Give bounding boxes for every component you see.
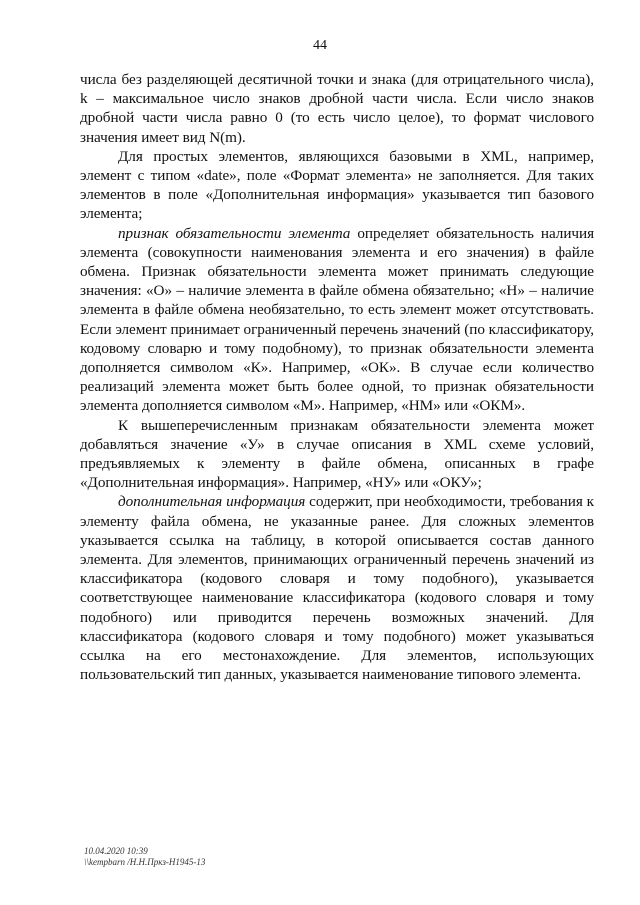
paragraph: [80, 70, 594, 147]
paragraph-text: содержит, при необходимости, требования к элементу файла обмена, не указанные ранее. Для сложных элементов указывается ссылка на таблицу, в которой описывается состав данного элемента. Для элементов, принимающих ограниченный перечень значений из классификатора (кодового словаря и тому подобного), указывается соответствующее наименование классификатора (кодового словаря и тому подобного) или приводится перечень возможных значений. Для классификатора (кодового словаря и тому подобного) может указываться ссылка на его местонахождение. Для элементов, использующих пользовательский тип данных, указывается наименование типового элемента.: [80, 493, 594, 684]
footer-file-path: \\kempbarn /Н.Н.Пркз-Н1945-13: [84, 857, 206, 867]
paragraph-text: числа без разделяющей десятичной точки и знака (для отрицательного числа), k – максимальное число знаков дробной части числа. Если число знаков дробной части числа равно 0 (то есть число целое), то формат числового значения имеет вид N(m).: [80, 71, 594, 146]
paragraph-text: Для простых элементов, являющихся базовыми в XML, например, элемент с типом «date», поле «Формат элемента» не заполняется. Для таких элементов в поле «Дополнительная информация» указывается тип базового элемента;: [80, 147, 594, 223]
paragraph-text: К вышеперечисленным признакам обязательности элемента может добавляться значение «У» в случае описания в XML схеме условий, предъявляемых к элементу в файле обмена, описанных в графе «Дополнительная информация». Например, «НУ» или «ОКУ»;: [80, 416, 594, 492]
paragraph: [80, 416, 594, 493]
italic-term: дополнительная информация: [118, 493, 306, 511]
footer-timestamp: 10.04.2020 10:39: [84, 846, 148, 856]
paragraph-text: определяет обязательность наличия элемента (совокупности наименования элемента и его значения) в файле обмена. Признак обязательности элемента может принимать следующие значения: «О» – наличие элемента в файле обмена обязательно; «Н» – наличие элемента в файле обмена необязательно, то есть элемент может отсутствовать. Если элемент принимает ограниченный перечень значений (по классификатору, кодовому словарю и тому подобному), то признак обязательности элемента дополняется символом «К». Например, «ОК». В случае если количество реализаций элемента может быть более одной, то признак обязательности элемента дополняется символом «М». Например, «НМ» или «ОКМ».: [80, 224, 595, 415]
paragraph: [80, 224, 594, 416]
body-text: [80, 70, 594, 685]
paragraph: [80, 492, 594, 684]
paragraph: [80, 147, 594, 224]
document-footer: [84, 846, 205, 868]
italic-term: признак обязательности элемента: [118, 224, 351, 242]
page-number: 44: [313, 38, 327, 53]
